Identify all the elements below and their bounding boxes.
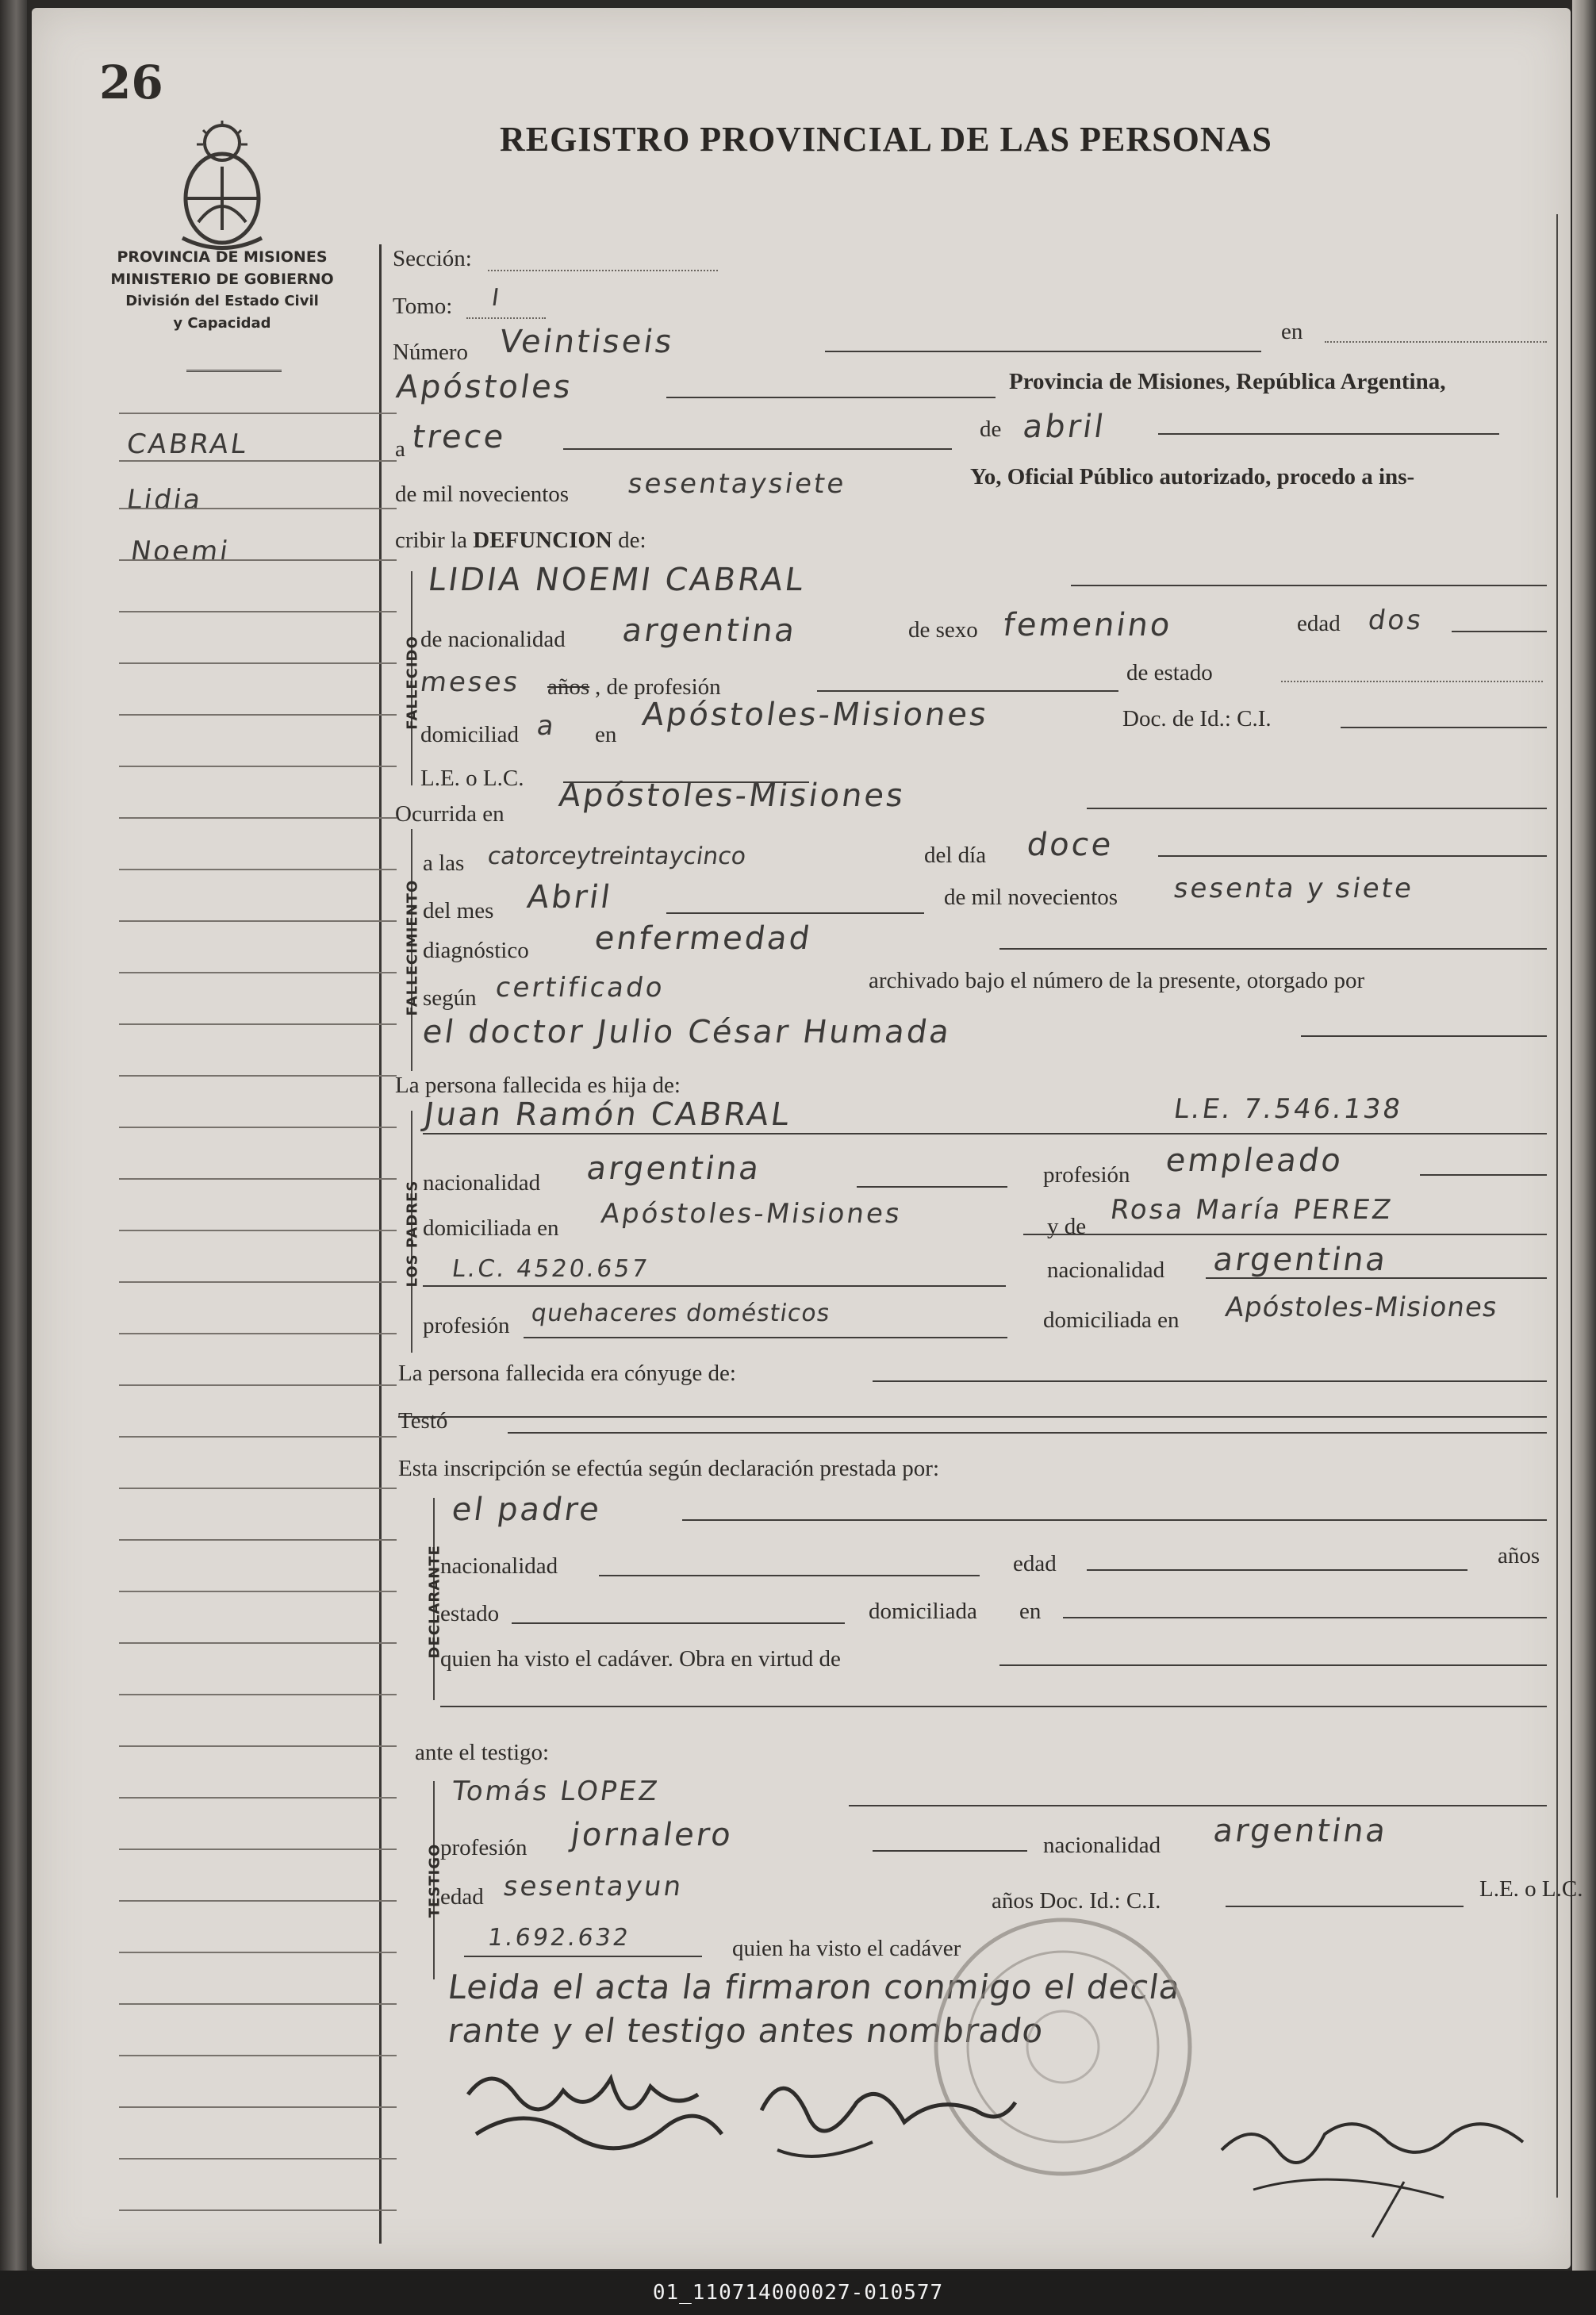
domiciliad-suffix: a	[535, 710, 558, 742]
padre-prof-value: empleado	[1163, 1142, 1346, 1179]
issuing-authority	[79, 246, 365, 335]
a-las-label: a las	[423, 850, 465, 876]
margin-line	[119, 766, 397, 767]
padre-dom-value: Apóstoles-Misiones	[599, 1198, 904, 1230]
signature-declarante-icon	[460, 2047, 1031, 2182]
ministry-name: MINISTERIO DE GOBIERNO	[110, 271, 334, 288]
tomo-label: Tomo:	[393, 294, 453, 319]
testigo-doc-label: años Doc. Id.: C.I.	[992, 1888, 1161, 1914]
testigo-nac-label: nacionalidad	[1043, 1833, 1161, 1858]
testo-label: Testó	[398, 1408, 448, 1434]
madre-doc-value: L.C. 4520.657	[450, 1255, 651, 1283]
declarante-dom-label: domiciliada	[869, 1599, 977, 1624]
testigo-ci-value-line	[464, 1956, 702, 1957]
anio-value: sesentaysiete	[626, 468, 849, 500]
conyuge-line-2	[398, 1416, 1547, 1418]
anio-muerte-value: sesenta y siete	[1172, 873, 1416, 904]
padre-doc-value: L.E. 7.546.138	[1172, 1093, 1405, 1125]
madre-dom-value: Apóstoles-Misiones	[1223, 1292, 1500, 1323]
margin-line	[119, 559, 397, 561]
declarante-side-label: DECLARANTE	[426, 1545, 443, 1659]
margin-line	[119, 869, 397, 870]
y-de-label: y de	[1047, 1214, 1087, 1239]
testigo-cadaver-label: quien ha visto el cadáver	[732, 1936, 961, 1961]
mes-muerte-line	[666, 912, 924, 914]
margin-line	[119, 413, 397, 414]
madre-nac-value: argentina	[1210, 1242, 1391, 1278]
page-edge	[1572, 0, 1596, 2315]
mes-value: abril	[1020, 409, 1108, 445]
padres-side-label: LOS PADRES	[404, 1180, 421, 1288]
margin-line	[119, 920, 397, 922]
estado-line	[1281, 681, 1543, 682]
testigo-ci-value: 1.692.632	[485, 1924, 633, 1952]
cribir-label: cribir la DEFUNCION de:	[395, 528, 646, 553]
declarante-anos-label: años	[1498, 1543, 1540, 1568]
margin-line	[119, 1436, 397, 1438]
declarante-estado-line	[512, 1622, 845, 1624]
margin-line	[119, 972, 397, 973]
declarante-nac-label: nacionalidad	[440, 1553, 558, 1579]
book-binding	[0, 0, 27, 2315]
margin-line	[119, 2158, 397, 2160]
domiciliad-label: domiciliad	[420, 722, 520, 747]
page-title: REGISTRO PROVINCIAL DE LAS PERSONAS	[500, 120, 1272, 159]
declarante-obra-line	[999, 1664, 1547, 1666]
closing-line-1: Leida el acta la firmaron conmigo el decla	[445, 1968, 1184, 2006]
madre-doc-line	[423, 1285, 1006, 1287]
estado-label: de estado	[1126, 660, 1213, 685]
margin-line	[119, 508, 397, 509]
testigo-line	[849, 1805, 1547, 1806]
padre-nac-line	[857, 1186, 1007, 1188]
padre-value: Juan Ramón CABRAL	[421, 1096, 794, 1133]
testigo-prof-value: jornalero	[568, 1817, 736, 1853]
declarante-estado-label: estado	[440, 1601, 500, 1626]
lugar-value: Apóstoles	[393, 369, 576, 405]
declarante-obra-line-2	[440, 1706, 1547, 1707]
del-mes-label: del mes	[423, 898, 494, 923]
padre-line	[423, 1133, 1547, 1134]
testo-line	[508, 1432, 1547, 1434]
seccion-label: Sección:	[393, 246, 472, 271]
declarante-dom-line	[1063, 1617, 1547, 1618]
signature-official-icon	[1206, 2087, 1571, 2245]
margin-line	[119, 1384, 397, 1386]
testigo-le-label: L.E. o L.C.	[1479, 1876, 1583, 1902]
margin-line	[119, 1023, 397, 1025]
diagnostico-line	[999, 948, 1547, 950]
madre-prof-label: profesión	[423, 1313, 510, 1338]
mes-muerte-value: Abril	[524, 879, 615, 916]
margin-line	[119, 1075, 397, 1077]
padre-nac-value: argentina	[584, 1150, 764, 1187]
padre-prof-label: profesión	[1043, 1162, 1130, 1188]
padre-nac-label: nacionalidad	[423, 1170, 541, 1196]
inscripcion-label: Esta inscripción se efectúa según declaración prestada por:	[398, 1456, 940, 1481]
numero-label: Número	[393, 340, 469, 365]
a-label: a	[395, 436, 405, 462]
closing-line-2: rante y el testigo antes nombrado	[445, 2011, 1046, 2050]
de-label: de	[980, 417, 1002, 442]
padre-prof-line	[1420, 1174, 1547, 1176]
doctor-line	[1301, 1035, 1547, 1037]
del-dia-label: del día	[924, 843, 987, 868]
nombre-value: LIDIA NOEMI CABRAL	[425, 562, 808, 598]
margin-line	[119, 1281, 397, 1283]
testigo-prof-line	[873, 1850, 1027, 1852]
en-label: en	[1281, 319, 1303, 344]
madre-dom-label: domiciliada en	[1043, 1307, 1180, 1333]
margin-line	[119, 2106, 397, 2108]
nacionalidad-value: argentina	[620, 612, 800, 649]
margin-line	[119, 1333, 397, 1334]
ocurrida-label: Ocurrida en	[395, 801, 505, 827]
declarante-edad-line	[1087, 1569, 1467, 1571]
ocurrida-value: Apóstoles-Misiones	[556, 777, 908, 814]
conyuge-label: La persona fallecida era cónyuge de:	[398, 1361, 736, 1386]
image-id-footer: 01_110714000027-010577	[0, 2271, 1596, 2315]
dia-muerte-value: doce	[1024, 827, 1116, 863]
doctor-value: el doctor Julio César Humada	[420, 1014, 954, 1050]
edad-value: dos	[1366, 605, 1425, 636]
mes-line	[1158, 433, 1499, 435]
margin-divider	[379, 244, 382, 2244]
margin-line	[119, 1591, 397, 1592]
profesion-line	[817, 690, 1118, 692]
de-mil2-label: de mil novecientos	[944, 885, 1118, 910]
testigo-value: Tomás LOPEZ	[450, 1776, 662, 1807]
margin-line	[119, 1178, 397, 1180]
margin-line	[119, 714, 397, 716]
numero-line	[825, 351, 1261, 352]
margin-middle-name: Noemi	[129, 536, 232, 567]
declarante-cadaver-label: quien ha visto el cadáver. Obra en virtud de	[440, 1646, 841, 1672]
edad-label: edad	[1297, 611, 1341, 636]
madre-nac-line	[1206, 1277, 1547, 1279]
margin-line	[119, 662, 397, 664]
declarante-nac-line	[599, 1575, 980, 1576]
register-page	[32, 8, 1583, 2269]
madre-value: Rosa María PEREZ	[1108, 1194, 1395, 1226]
yo-label: Yo, Oficial Público autorizado, procedo a ins-	[970, 464, 1415, 489]
declarante-value: el padre	[449, 1492, 604, 1528]
diagnostico-label: diagnóstico	[423, 938, 529, 963]
domicilio-en-label: en	[595, 722, 617, 747]
margin-first-name: Lidia	[125, 484, 205, 516]
page-number: 26	[99, 56, 163, 109]
declarante-dom-en-label: en	[1019, 1599, 1042, 1624]
header-underline	[186, 370, 282, 372]
madre-prof-value: quehaceres domésticos	[529, 1300, 832, 1327]
tomo-value: I	[489, 284, 504, 312]
doc-id-label: Doc. de Id.: C.I.	[1122, 706, 1272, 731]
hija-label: La persona fallecida es hija de:	[395, 1073, 681, 1098]
en-line	[1325, 341, 1547, 343]
nacionalidad-label: de nacionalidad	[420, 627, 566, 652]
declarante-line	[682, 1519, 1547, 1521]
division-name: División del Estado Civil	[125, 293, 319, 309]
testigo-nac-value: argentina	[1210, 1813, 1391, 1849]
ante-testigo-label: ante el testigo:	[415, 1740, 550, 1765]
hora-value: catorceytreintaycinco	[485, 843, 748, 870]
margin-line	[119, 817, 397, 819]
archivado-label: archivado bajo el número de la presente, otorgado por	[869, 968, 1365, 993]
margin-line	[119, 1230, 397, 1231]
division-name-cont: y Capacidad	[173, 315, 271, 332]
sexo-label: de sexo	[908, 617, 978, 643]
madre-prof-line	[524, 1337, 1007, 1338]
margin-line	[119, 2003, 397, 2005]
provincia-label: Provincia de Misiones, República Argentina,	[1009, 369, 1446, 394]
dia-line	[563, 448, 952, 450]
margin-line	[119, 1849, 397, 1850]
sexo-value: femenino	[1000, 607, 1175, 643]
testigo-prof-label: profesión	[440, 1835, 528, 1860]
margin-line	[119, 611, 397, 612]
testigo-edad-value: sesentayun	[501, 1871, 686, 1902]
lugar-line	[666, 397, 996, 398]
margin-surname: CABRAL	[125, 428, 251, 460]
edad-unidad-value: meses	[418, 666, 523, 698]
margin-line	[119, 1745, 397, 1747]
segun-value: certificado	[493, 972, 667, 1004]
dia-value: trece	[409, 419, 508, 455]
margin-line	[119, 1952, 397, 1953]
margin-line	[119, 1797, 397, 1799]
margin-line	[119, 2055, 397, 2056]
diagnostico-value: enfermedad	[592, 920, 815, 957]
domicilio-value: Apóstoles-Misiones	[639, 697, 992, 733]
tomo-line	[466, 317, 546, 319]
conyuge-line	[873, 1380, 1547, 1382]
ocurrida-line	[1087, 808, 1547, 809]
margin-line	[119, 2209, 397, 2211]
de-mil-label: de mil novecientos	[395, 482, 570, 507]
numero-value: Veintiseis	[497, 324, 677, 360]
le-lc-label: L.E. o L.C.	[420, 766, 524, 791]
fallecido-side-label: FALLECIDO	[404, 635, 421, 730]
fallecimiento-side-label: FALLECIMIENTO	[404, 879, 421, 1016]
testigo-ci-line	[1226, 1906, 1464, 1907]
segun-label: según	[423, 985, 477, 1011]
madre-line	[1023, 1234, 1547, 1235]
dia-muerte-line	[1158, 855, 1547, 857]
seccion-line	[488, 270, 718, 271]
profesion-label: , de profesión	[595, 674, 721, 700]
margin-line	[119, 1694, 397, 1695]
margin-line	[119, 1900, 397, 1902]
testigo-edad-label: edad	[440, 1884, 484, 1910]
madre-nac-label: nacionalidad	[1047, 1257, 1165, 1283]
edad-line	[1452, 631, 1547, 632]
coat-of-arms-icon	[175, 119, 270, 254]
province-name: PROVINCIA DE MISIONES	[117, 248, 328, 266]
anos-struck-label: años	[547, 674, 590, 700]
margin-line	[119, 460, 397, 462]
nombre-line	[1071, 585, 1547, 586]
doc-id-line	[1341, 727, 1547, 728]
margin-line	[119, 1488, 397, 1489]
margin-line	[119, 1642, 397, 1644]
declarante-edad-label: edad	[1013, 1551, 1057, 1576]
margin-line	[119, 1539, 397, 1541]
margin-line	[119, 1127, 397, 1128]
testigo-side-label: TESTIGO	[426, 1843, 443, 1918]
padre-dom-label: domiciliada en	[423, 1215, 559, 1241]
